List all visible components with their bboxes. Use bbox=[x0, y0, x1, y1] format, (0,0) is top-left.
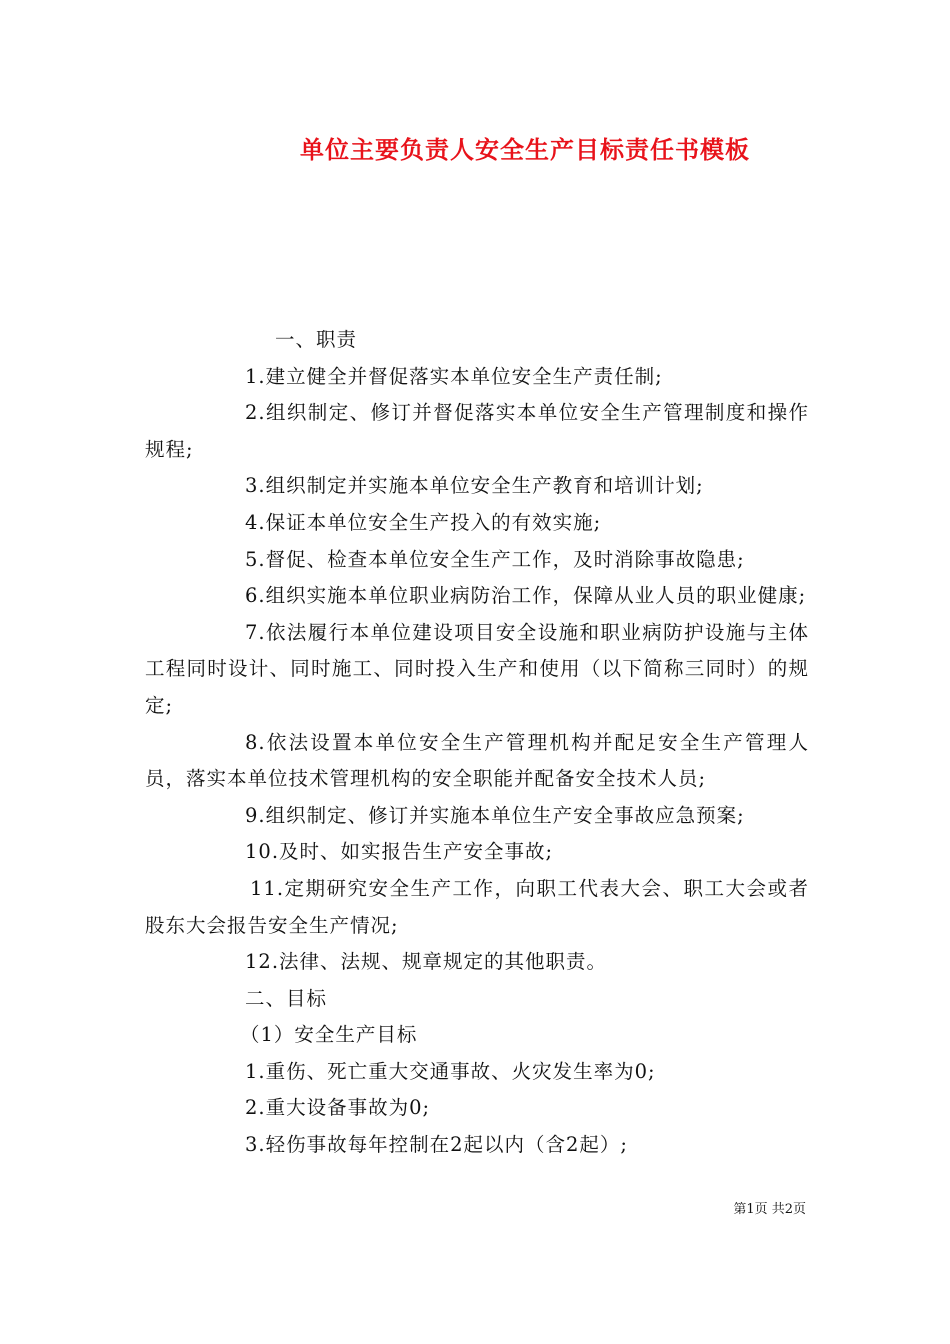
page-number-footer: 第1页 共2页 bbox=[733, 1202, 806, 1217]
duty-item-1: 1.建立健全并督促落实本单位安全生产责任制; bbox=[245, 364, 663, 388]
duty-item-7: 7.依法履行本单位建设项目安全设施和职业病防护设施与主体工程同时设计、同时施工、同时投入生产和使用（以下简称三同时）的规定; bbox=[145, 620, 809, 717]
duty-item-9: 9.组织制定、修订并实施本单位生产安全事故应急预案; bbox=[245, 803, 745, 827]
target-item-2: 2.重大设备事故为0; bbox=[245, 1096, 431, 1120]
duty-item-3: 3.组织制定并实施本单位安全生产教育和培训计划; bbox=[245, 474, 704, 498]
duty-item-11: 11.定期研究安全生产工作，向职工代表大会、职工大会或者股东大会报告安全生产情况; bbox=[145, 876, 809, 937]
target-item-3: 3.轻伤事故每年控制在2起以内（含2起）; bbox=[245, 1133, 628, 1157]
duty-item-12: 12.法律、法规、规章规定的其他职责。 bbox=[245, 950, 608, 974]
section-heading-targets: 二、目标 bbox=[245, 986, 328, 1010]
duty-item-6: 6.组织实施本单位职业病防治工作，保障从业人员的职业健康; bbox=[245, 584, 807, 608]
section-heading-duties: 一、职责 bbox=[275, 328, 358, 351]
document-title: 单位主要负责人安全生产目标责任书模板 bbox=[300, 136, 750, 164]
document-body bbox=[145, 322, 809, 1164]
target-item-1: 1.重伤、死亡重大交通事故、火灾发生率为0; bbox=[245, 1059, 656, 1083]
duty-item-5: 5.督促、检查本单位安全生产工作，及时消除事故隐患; bbox=[245, 547, 745, 571]
subsection-heading-safety-targets: （1）安全生产目标 bbox=[240, 1023, 418, 1047]
duty-item-10: 10.及时、如实报告生产安全事故; bbox=[245, 840, 554, 864]
duty-item-4: 4.保证本单位安全生产投入的有效实施; bbox=[245, 510, 602, 534]
duty-item-8: 8.依法设置本单位安全生产管理机构并配足安全生产管理人员，落实本单位技术管理机构的安全职能并配备安全技术人员; bbox=[145, 730, 809, 791]
duty-item-2: 2.组织制定、修订并督促落实本单位安全生产管理制度和操作规程; bbox=[145, 401, 809, 461]
